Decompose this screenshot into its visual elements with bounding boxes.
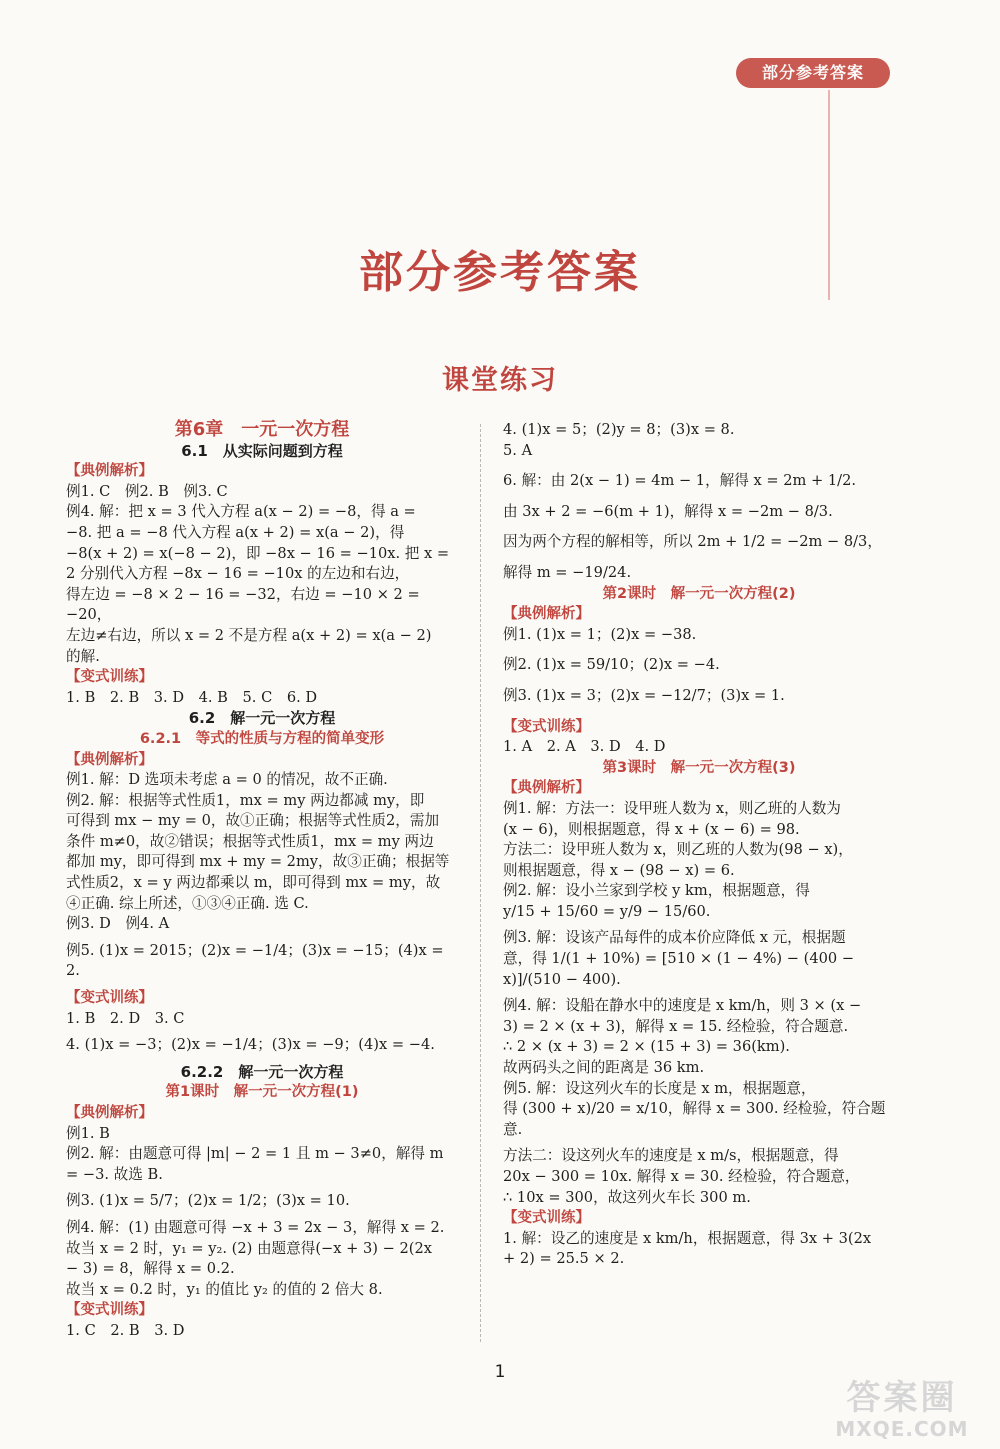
right-lesson-heading: 第2课时 解一元一次方程(2)	[602, 585, 796, 602]
right-text-line: 3) = 2 × (x + 3)，解得 x = 15. 经检验，符合题意.	[503, 1017, 849, 1035]
right-column	[503, 420, 895, 1270]
left-text-line: 都加 my，即可得到 mx + my = 2my，故③正确；根据等	[66, 853, 450, 871]
left-text-line: 1. C 2. B 3. D	[66, 1321, 185, 1339]
right-text-line: 故两码头之间的距离是 36 km.	[503, 1059, 705, 1077]
left-text-line: 2 分别代入方程 −8x − 16 = −10x 的左边和右边，	[66, 565, 410, 583]
left-text-line: 1. B 2. D 3. C	[66, 1009, 185, 1027]
right-text-line: + 2) = 25.5 × 2.	[503, 1250, 625, 1268]
left-tag-heading: 【典例解析】	[66, 1105, 153, 1121]
column-divider	[480, 424, 482, 1342]
right-text-line: 则根据题意，得 x − (98 − x) = 6.	[503, 861, 735, 879]
right-text-line: (x − 6)，则根据题意，得 x + (x − 6) = 98.	[503, 820, 800, 838]
right-text-line: 例2. (1)x = 59/10；(2)x = −4.	[503, 656, 720, 674]
left-sub-heading: 6.2.1 等式的性质与方程的简单变形	[139, 730, 385, 747]
page-number: 1	[494, 1362, 506, 1382]
right-text-line: 例3. 解：设该产品每件的成本价应降低 x 元，根据题	[503, 929, 846, 947]
left-section-heading: 6.1 从实际问题到方程	[181, 441, 343, 460]
watermark-domain: MXQE.COM	[835, 1417, 969, 1441]
right-text-line: 例4. 解：设船在静水中的速度是 x km/h，则 3 × (x −	[503, 997, 862, 1015]
left-tag-heading: 【变式训练】	[66, 1302, 153, 1319]
right-text-line: 方法二：设这列火车的速度是 x m/s，根据题意，得	[503, 1147, 839, 1165]
page-subtitle: 课堂练习	[442, 365, 558, 396]
left-text-line: 可得到 mx − my = 0，故①正确；根据等式性质2，需加	[66, 812, 440, 830]
left-text-line: 式性质2，x = y 两边都乘以 m，即可得到 mx = my，故	[66, 874, 441, 892]
right-tag-heading: 【变式训练】	[503, 718, 590, 735]
left-tag-heading: 【变式训练】	[66, 669, 153, 686]
left-tag-heading: 【变式训练】	[66, 990, 153, 1007]
right-text-line: 例2. 解：设小兰家到学校 y km，根据题意，得	[503, 882, 810, 900]
right-text-line: ∴ 10x = 300，故这列火车长 300 m.	[503, 1188, 751, 1206]
left-text-line: 故当 x = 0.2 时，y₁ 的值比 y₂ 的值的 2 倍大 8.	[66, 1280, 383, 1298]
left-tag-heading: 【典例解析】	[66, 463, 153, 480]
right-tag-heading: 【典例解析】	[503, 606, 590, 623]
right-text-line: 4. (1)x = 5；(2)y = 8；(3)x = 8.	[503, 421, 735, 438]
watermark-main: 答案圈	[846, 1378, 958, 1418]
header-tab: 部分参考答案	[736, 58, 890, 88]
left-text-line: 得左边 = −8 × 2 − 16 = −32，右边 = −10 × 2 = −20，	[66, 585, 420, 624]
left-text-line: 例3. D 例4. A	[66, 915, 170, 933]
right-text-line: 方法二：设甲班人数为 x，则乙班的人数为(98 − x)，	[503, 841, 853, 859]
right-text-line: 例3. (1)x = 3；(2)x = −12/7；(3)x = 1.	[503, 686, 785, 704]
right-text-line: ∴ 2 × (x + 3) = 2 × (15 + 3) = 36(km).	[503, 1038, 790, 1056]
left-text-line: 的解.	[66, 647, 100, 665]
right-text-line: 因为两个方程的解相等，所以 2m + 1/2 = −2m − 8/3，	[503, 533, 882, 551]
right-text-line: 意，得 1/(1 + 10%) = [510 × (1 − 4%) − (400 − x)]/(510 − 400).	[503, 950, 855, 988]
left-section-heading: 6.2 解一元一次方程	[188, 709, 336, 728]
left-section-heading: 6.2.2 解一元一次方程	[180, 1062, 344, 1081]
left-column	[66, 420, 458, 1342]
left-text-line: 4. (1)x = −3；(2)x = −1/4；(3)x = −9；(4)x = −4.	[66, 1036, 435, 1054]
watermark-logo	[812, 1378, 992, 1446]
right-text-line: 得 (300 + x)/20 = x/10，解得 x = 300. 经检验，符合题意.	[503, 1100, 886, 1138]
left-chapter-heading: 第6章 一元一次方程	[174, 419, 350, 440]
left-text-line: 故当 x = 2 时，y₁ = y₂. (2) 由题意得(−x + 3) − 2(2x	[66, 1239, 432, 1257]
left-text-line: 左边≠右边，所以 x = 2 不是方程 a(x + 2) = x(a − 2)	[66, 626, 432, 644]
right-text-line: 5. A	[503, 441, 533, 459]
right-text-line: 20x − 300 = 10x. 解得 x = 30. 经检验，符合题意，	[503, 1168, 860, 1185]
left-text-line: 例1. 解：D 选项未考虑 a = 0 的情况，故不正确.	[66, 771, 388, 789]
page-title: 部分参考答案	[359, 247, 641, 298]
left-text-line: 例4. 解：把 x = 3 代入方程 a(x − 2) = −8，得 a =	[66, 503, 416, 521]
right-lesson-heading: 第3课时 解一元一次方程(3)	[602, 759, 796, 776]
left-text-line: 例2. 解：根据等式性质1，mx = my 两边都减 my，即	[66, 791, 425, 809]
left-lesson-heading: 第1课时 解一元一次方程(1)	[165, 1084, 359, 1101]
right-text-line: 由 3x + 2 = −6(m + 1)，解得 x = −2m − 8/3.	[503, 502, 833, 520]
right-text-line: y/15 + 15/60 = y/9 − 15/60.	[503, 902, 711, 920]
right-text-line: 例1. (1)x = 1；(2)x = −38.	[503, 625, 697, 643]
right-text-line: 例1. 解：方法一：设甲班人数为 x，则乙班的人数为	[503, 799, 841, 817]
left-text-line: − 3) = 8，解得 x = 0.2.	[66, 1260, 235, 1278]
right-text-line: 例5. 解：设这列火车的长度是 x m，根据题意，	[503, 1079, 816, 1097]
left-text-line: 例3. (1)x = 5/7；(2)x = 1/2；(3)x = 10.	[66, 1192, 350, 1210]
right-text-line: 6. 解：由 2(x − 1) = 4m − 1，解得 x = 2m + 1/2.	[503, 472, 857, 490]
right-tag-heading: 【典例解析】	[503, 780, 590, 797]
left-text-line: −8. 把 a = −8 代入方程 a(x + 2) = x(a − 2)，得	[66, 523, 405, 541]
right-text-line: 1. 解：设乙的速度是 x km/h，根据题意，得 3x + 3(2x	[503, 1229, 872, 1247]
left-text-line: 例1. B	[66, 1124, 110, 1142]
left-text-line: 例4. 解：(1) 由题意可得 −x + 3 = 2x − 3，解得 x = 2.	[66, 1218, 445, 1236]
left-text-line: −8(x + 2) = x(−8 − 2)，即 −8x − 16 = −10x. 把 x =	[66, 544, 450, 562]
left-text-line: ④正确. 综上所述，①③④正确. 选 C.	[66, 894, 309, 912]
left-text-line: 例1. C 例2. B 例3. C	[66, 482, 228, 500]
right-text-line: 1. A 2. A 3. D 4. D	[503, 738, 666, 756]
left-text-line: 条件 m≠0，故②错误；根据等式性质1，mx = my 两边	[66, 832, 434, 850]
left-tag-heading: 【典例解析】	[66, 751, 153, 768]
left-text-line: 1. B 2. B 3. D 4. B 5. C 6. D	[66, 688, 318, 706]
left-text-line: 例2. 解：由题意可得 |m| − 2 = 1 且 m − 3≠0，解得 m	[66, 1145, 444, 1163]
left-text-line: 例5. (1)x = 2015；(2)x = −1/4；(3)x = −15；(4)x = 2.	[66, 941, 444, 980]
left-text-line: = −3. 故选 B.	[66, 1165, 163, 1183]
right-text-line: 解得 m = −19/24.	[503, 563, 632, 581]
right-tag-heading: 【变式训练】	[503, 1210, 590, 1227]
